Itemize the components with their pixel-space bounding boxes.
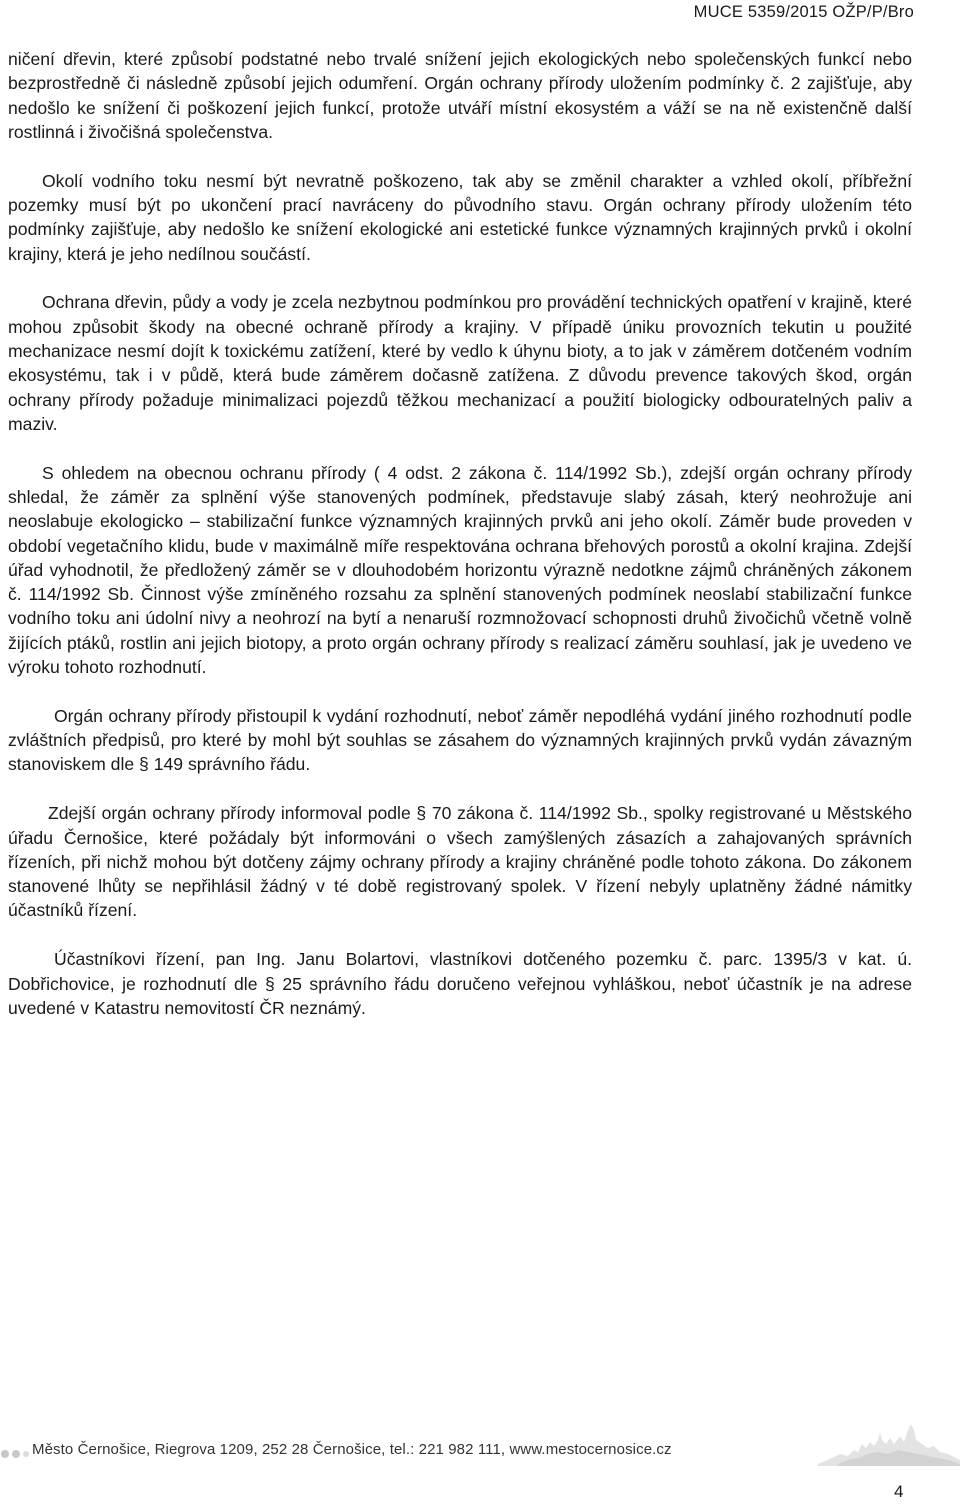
paragraph — [8, 169, 912, 266]
paragraph-text: S ohledem na obecnou ochranu přírody ( 4 odst. 2 zákona č. 114/1992 Sb.), zdejší orgán ochrany přírody shledal, že záměr za splnění výše stanovených podmínek, představuje slabý zásah, který neohrožuje ani neoslabuje ekologicko – stabilizační funkce významných krajinných prvků ani jeho okolí. Záměr bude proveden v období vegetačního klidu, bude v maximálně míře respektována ochrana břehových porostů a okolní krajina. Zdejší úřad vyhodnotil, že předložený záměr se v dlouhodobém horizontu výrazně nedotkne zájmů chráněných zákonem č. 114/1992 Sb. Činnost výše zmíněného rozsahu za splnění stanovených podmínek neoslabí stabilizační funkce vodního toku ani údolní nivy a neohrozí na bytí a nenaruší rozmnožovací schopnosti druhů živočichů včetně volně žijících ptáků, rostlin ani jejich biotopy, a proto orgán ochrany přírody s realizací záměru souhlasí, jak je uvedeno ve výroku tohoto rozhodnutí. — [8, 462, 912, 678]
paragraph — [8, 47, 912, 144]
footer-address: Město Černošice, Riegrova 1209, 252 28 Černošice, tel.: 221 982 111, www.mestocernosice.cz — [32, 1441, 672, 1458]
paragraph-text: Orgán ochrany přírody přistoupil k vydání rozhodnutí, neboť záměr nepodléhá vydání jiného rozhodnutí podle zvláštních předpisů, pro které by mohl být souhlas se zásahem do významných krajinných prvků vydán závazným stanoviskem dle § 149 správního řádu. — [8, 705, 912, 775]
footer-dots-icon — [0, 1448, 30, 1460]
town-silhouette-logo — [818, 1424, 960, 1466]
paragraph-text: ničení dřevin, které způsobí podstatné nebo trvalé snížení jejich ekologických nebo společenských funkcí nebo bezprostředně či následně způsobí jejich odumření. Orgán ochrany přírody uložením podmínky č. 2 zajišťuje, aby nedošlo ke snížení či poškození jejich funkcí, protože utváří místní ekosystém a váží se na ně existenčně další rostlinná i živočišná společenstva. — [8, 49, 912, 142]
paragraph — [8, 704, 912, 777]
paragraph — [8, 290, 912, 436]
paragraph-text: Okolí vodního toku nesmí být nevratně poškozeno, tak aby se změnil charakter a vzhled okolí, příbřežní pozemky musí být po ukončení prací navráceny do původního stavu. Orgán ochrany přírody uložením této podmínky zajišťuje, aby nedošlo ke snížení ekologické ani estetické funkce významných krajinných prvků i okolní krajiny, která je jeho nedílnou součástí. — [8, 170, 912, 264]
paragraph — [8, 801, 912, 922]
paragraph-text: Ochrana dřevin, půdy a vody je zcela nezbytnou podmínkou pro provádění technických opatření v krajině, které mohou způsobit škody na obecné ochraně přírody a krajiny. V případě úniku provozních tekutin u použité mechanizace nesmí dojít k toxickému zatížení, které by vedlo k úhynu bioty, a to jak v záměrem dotčeném vodním ekosystému, tak i v půdě, která bude záměrem dočasně zatížena. Z důvodu prevence takových škod, orgán ochrany přírody požaduje minimalizaci pojezdů těžkou mechanizací a použití biologicky odbouratelných paliv a maziv. — [8, 292, 912, 434]
paragraph-text: Zdejší orgán ochrany přírody informoval podle § 70 zákona č. 114/1992 Sb., spolky registrované u Městského úřadu Černošice, které požádaly být informováni o všech zamýšlených zásazích a zahajovaných správních řízeních, při nichž mohou být dotčeny zájmy ochrany přírody a krajiny chráněné podle tohoto zákona. Do zákonem stanovené lhůty se nepřihlásil žádný v té době registrovaný spolek. V řízení nebyly uplatněny žádné námitky účastníků řízení. — [8, 803, 912, 921]
document-reference: MUCE 5359/2015 OŽP/P/Bro — [693, 3, 914, 21]
page-number: 4 — [894, 1482, 904, 1501]
paragraph — [8, 461, 912, 680]
page-footer — [0, 1434, 960, 1474]
document-body — [8, 47, 912, 1045]
paragraph-text: Účastníkovi řízení, pan Ing. Janu Bolartovi, vlastníkovi dotčeného pozemku č. parc. 1395/3 v kat. ú. Dobřichovice, je rozhodnutí dle § 25 správního řádu doručeno veřejnou vyhláškou, neboť účastník je na adrese uvedené v Katastru nemovitostí ČR neznámý. — [8, 949, 912, 1018]
paragraph — [8, 947, 912, 1020]
